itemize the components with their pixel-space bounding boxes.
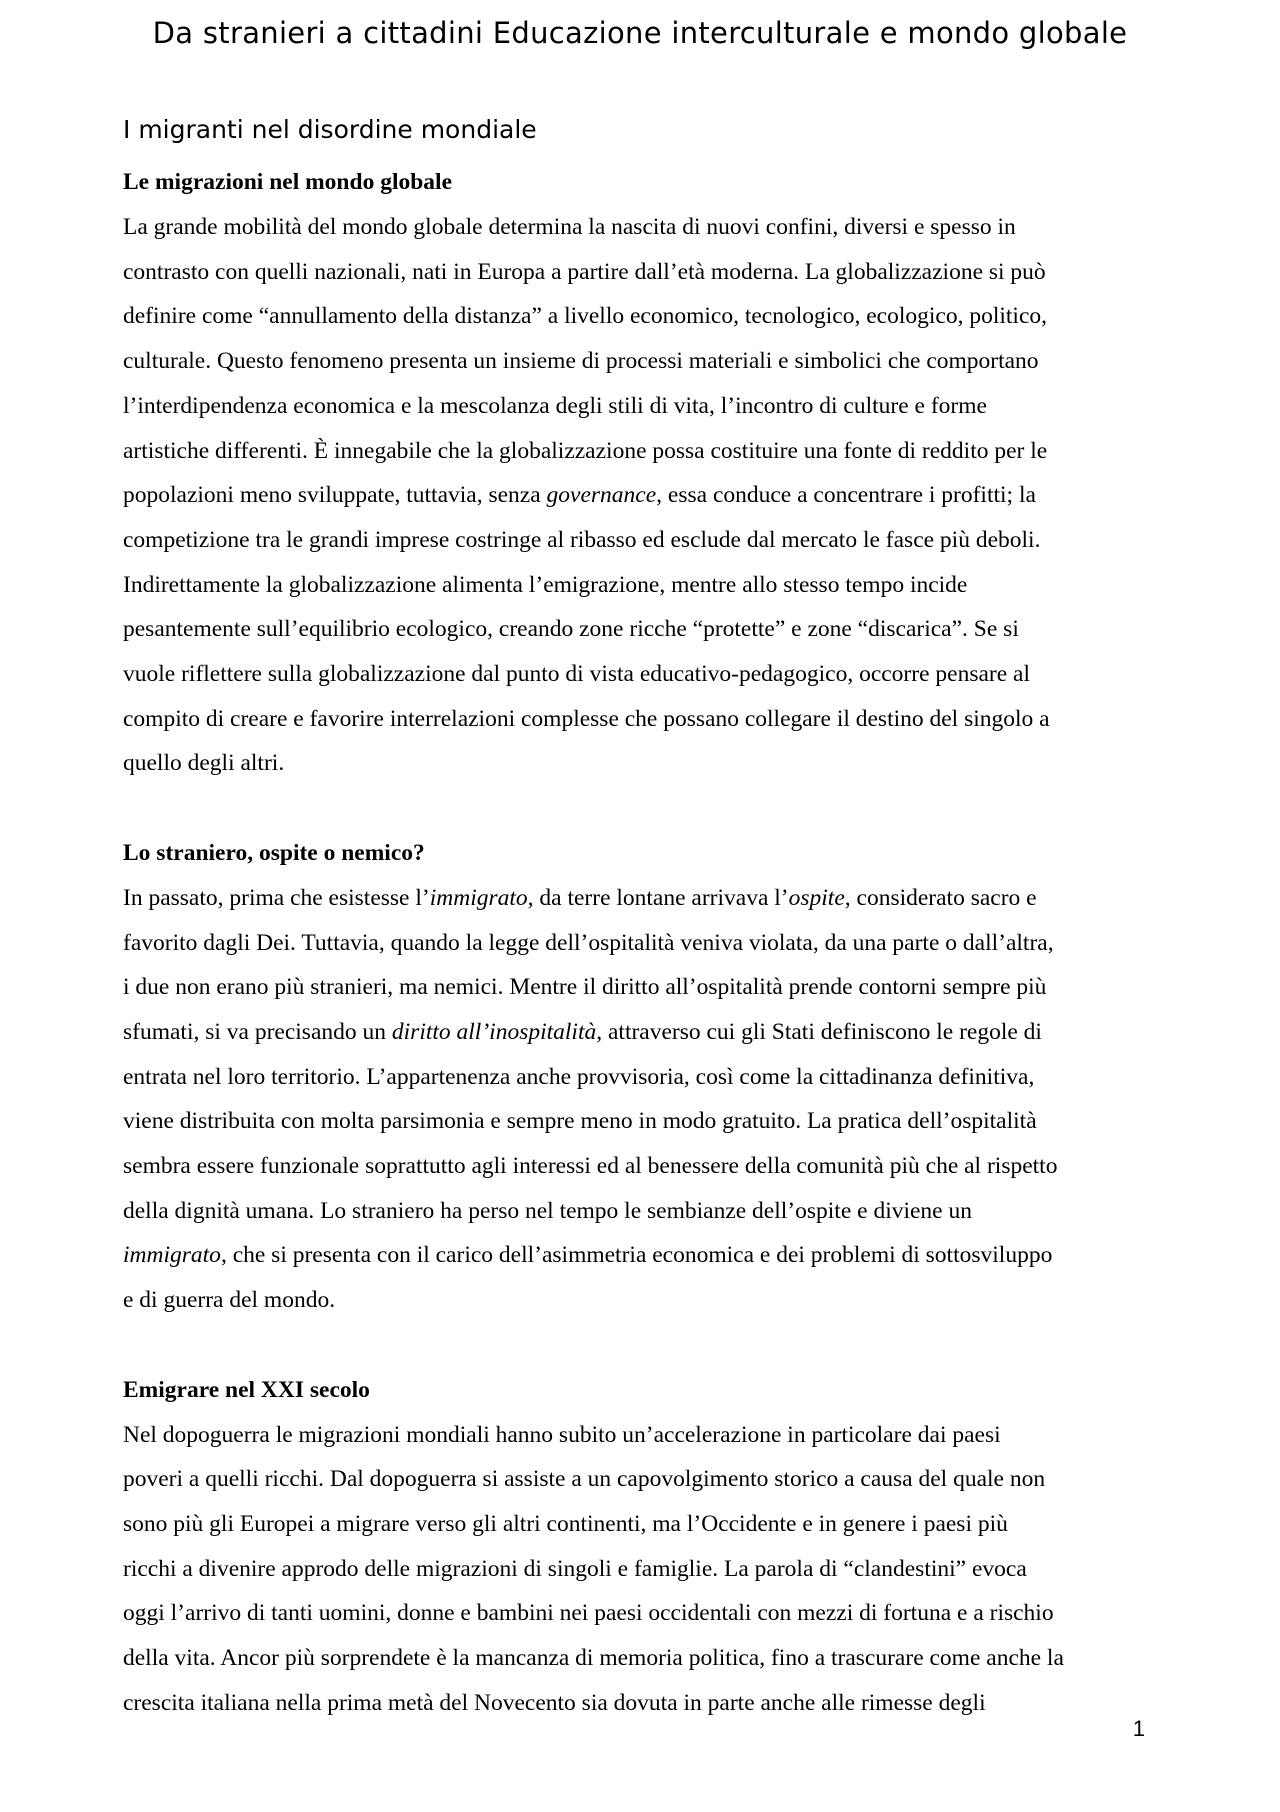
line-text: della dignità umana. Lo straniero ha perso nel tempo le sembianze dell’ospite e diviene un [123, 1197, 972, 1224]
line-text: sembra essere funzionale soprattutto agli interessi ed al benessere della comunità più che al rispetto [123, 1153, 1058, 1180]
paragraph-line [123, 876, 1183, 921]
paragraph-line [123, 1681, 1183, 1726]
paragraph-line [123, 697, 1183, 742]
paragraph-line [123, 294, 1183, 339]
paragraph-line [123, 1189, 1183, 1234]
line-text: favorito dagli Dei. Tuttavia, quando la legge dell’ospitalità veniva violata, da una parte o dall’altra, [123, 929, 1054, 956]
line-text: , da terre lontane arrivava l’ [527, 884, 789, 911]
line-text: sfumati, si va precisando un [123, 1018, 392, 1045]
paragraph-line [123, 1636, 1183, 1681]
line-text: La grande mobilità del mondo globale determina la nascita di nuovi confini, diversi e spesso in [123, 214, 1016, 240]
line-text: , che si presenta con il carico dell’asimmetria economica e dei problemi di sottosviluppo [220, 1242, 1053, 1269]
document-body [123, 110, 1183, 1725]
line-text: oggi l’arrivo di tanti uomini, donne e bambini nei paesi occidentali con mezzi di fortuna e a rischio [123, 1600, 1054, 1627]
paragraph-line [123, 205, 1183, 250]
line-text: ricchi a divenire approdo delle migrazioni di singoli e famiglie. La parola di “clandestini” evoca [123, 1555, 1027, 1582]
paragraph-line [123, 1010, 1183, 1055]
paragraph-line [123, 1278, 1183, 1323]
section-spacer [123, 786, 1183, 831]
line-text: quello degli altri. [123, 750, 285, 777]
line-text: Nel dopoguerra le migrazioni mondiali hanno subito un’accelerazione in particolare dai paesi [123, 1421, 1001, 1448]
line-text: della vita. Ancor più sorprendete è la mancanza di memoria politica, fino a trascurare come anche la [123, 1645, 1064, 1672]
line-text: In passato, prima che esistesse l’ [123, 884, 430, 911]
line-text: entrata nel loro territorio. L’appartenenza anche provvisoria, così come la cittadinanza definitiva, [123, 1063, 1035, 1090]
paragraph-line [123, 384, 1183, 429]
paragraph-line [123, 921, 1183, 966]
paragraph-line [123, 250, 1183, 295]
line-text: contrasto con quelli nazionali, nati in Europa a partire dall’età moderna. La globalizzazione si può [123, 258, 1046, 285]
paragraph-line [123, 1055, 1183, 1100]
paragraph-line [123, 1591, 1183, 1636]
paragraph-line [123, 429, 1183, 474]
paragraph-line [123, 473, 1183, 518]
italic-text: immigrato [429, 884, 528, 911]
paragraph-line [123, 1099, 1183, 1144]
line-text: e di guerra del mondo. [123, 1287, 336, 1314]
line-text: viene distribuita con molta parsimonia e sempre meno in modo gratuito. La pratica dell’ospitalità [123, 1108, 1037, 1135]
line-text: i due non erano più stranieri, ma nemici. Mentre il diritto all’ospitalità prende contorni sempre più [123, 974, 1047, 1001]
chapter-title: I migranti nel disordine mondiale [123, 115, 537, 144]
line-text: popolazioni meno sviluppate, tuttavia, senza [123, 482, 547, 509]
line-text: vuole riflettere sulla globalizzazione dal punto di vista educativo-pedagogico, occorre pensare al [123, 661, 1030, 688]
line-text: pesantemente sull’equilibrio ecologico, creando zone ricche “protette” e zone “discarica”. Se si [123, 616, 1019, 643]
paragraph-line [123, 563, 1183, 608]
section-paragraph [123, 876, 1183, 1323]
section-paragraph [123, 1413, 1183, 1726]
line-text: compito di creare e favorire interrelazioni complesse che possano collegare il destino del singolo a [123, 705, 1050, 732]
paragraph-line [123, 1502, 1183, 1547]
line-text: l’interdipendenza economica e la mescolanza degli stili di vita, l’incontro di culture e forme [123, 392, 987, 419]
italic-text: diritto all’inospitalità [391, 1018, 597, 1045]
paragraph-line [123, 607, 1183, 652]
section-heading: Le migrazioni nel mondo globale [123, 169, 452, 195]
line-text: artistiche differenti. È innegabile che la globalizzazione possa costituire una fonte di reddito per le [123, 437, 1048, 464]
paragraph-line [123, 1547, 1183, 1592]
section-heading: Lo straniero, ospite o nemico? [123, 839, 425, 866]
line-text: Indirettamente la globalizzazione alimenta l’emigrazione, mentre allo stesso tempo incide [123, 571, 968, 598]
paragraph-line [123, 965, 1183, 1010]
section-paragraph [123, 205, 1183, 786]
paragraph-line [123, 339, 1183, 384]
paragraph-line [123, 1457, 1183, 1502]
page-number: 1 [1132, 1716, 1145, 1741]
paragraph-line [123, 1413, 1183, 1458]
line-text: crescita italiana nella prima metà del Novecento sia dovuta in parte anche alle rimesse degli [123, 1689, 986, 1716]
paragraph-line [123, 1233, 1183, 1278]
line-text: , considerato sacro e [844, 884, 1037, 911]
line-text: culturale. Questo fenomeno presenta un insieme di processi materiali e simbolici che comportano [123, 348, 1039, 375]
italic-text: governance [546, 482, 657, 509]
section-spacer [123, 1323, 1183, 1368]
sections-container [123, 160, 1183, 1725]
line-text: poveri a quelli ricchi. Dal dopoguerra si assiste a un capovolgimento storico a causa del quale non [123, 1466, 1046, 1493]
paragraph-line [123, 741, 1183, 786]
italic-text: immigrato [123, 1242, 221, 1269]
line-text: , attraverso cui gli Stati definiscono le regole di [596, 1018, 1042, 1045]
paragraph-line [123, 652, 1183, 697]
paragraph-line [123, 518, 1183, 563]
line-text: definire come “annullamento della distanza” a livello economico, tecnologico, ecologico, politico, [123, 303, 1047, 330]
italic-text: ospite [788, 884, 845, 911]
line-text: , essa conduce a concentrare i profitti; la [656, 482, 1036, 509]
document-title: Da stranieri a cittadini Educazione interculturale e mondo globale [152, 16, 1128, 50]
section-heading: Emigrare nel XXI secolo [123, 1376, 370, 1403]
line-text: competizione tra le grandi imprese costringe al ribasso ed esclude dal mercato le fasce più deboli. [123, 526, 1041, 553]
line-text: sono più gli Europei a migrare verso gli altri continenti, ma l’Occidente e in genere i paesi più [123, 1510, 1008, 1537]
paragraph-line [123, 1144, 1183, 1189]
